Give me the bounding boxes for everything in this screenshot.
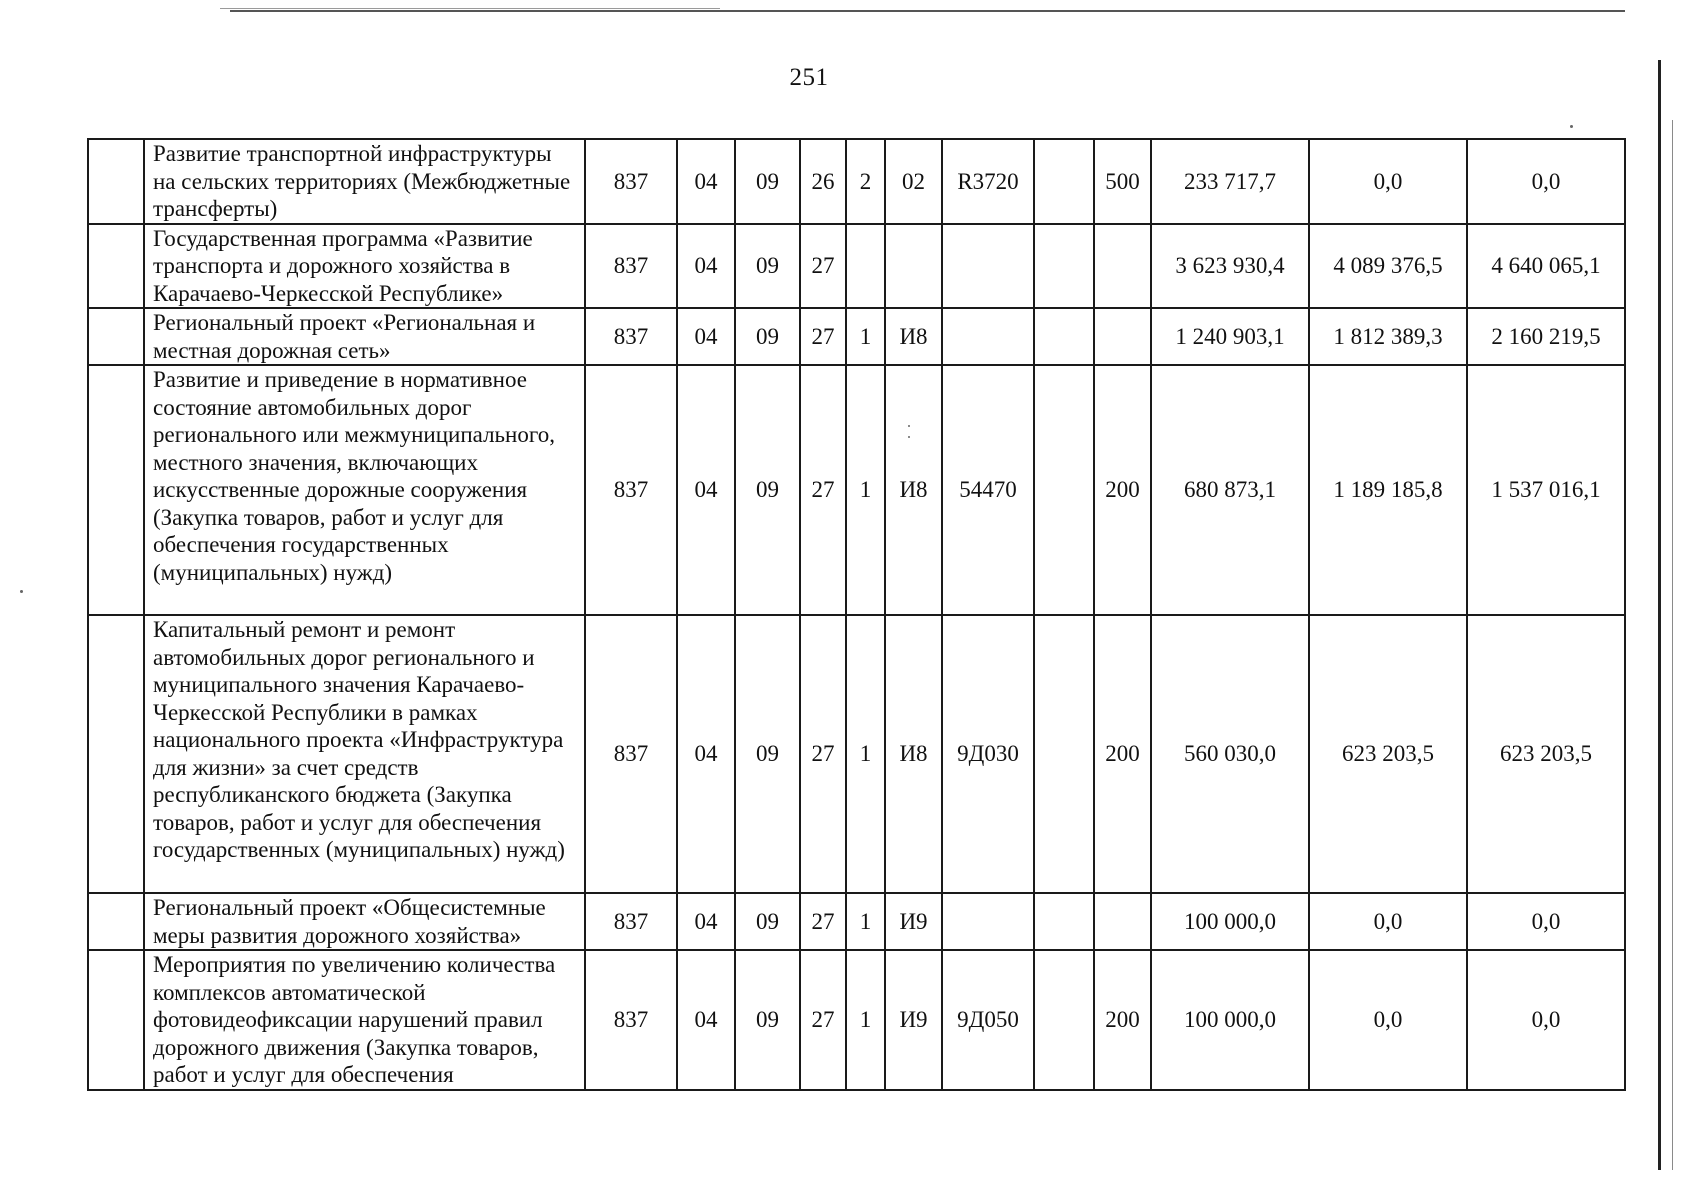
code-section: 04 xyxy=(677,893,735,950)
amount-year-2: 623 203,5 xyxy=(1309,615,1467,893)
code-direction xyxy=(942,308,1034,365)
table-row xyxy=(88,615,1625,893)
code-empty xyxy=(1034,365,1094,615)
code-expense-type: 200 xyxy=(1094,950,1151,1090)
budget-table xyxy=(87,138,1626,1091)
code-program: 27 xyxy=(800,893,846,950)
amount-year-3: 0,0 xyxy=(1467,139,1625,224)
amount-year-3: 1 537 016,1 xyxy=(1467,365,1625,615)
code-subsection: 09 xyxy=(735,615,800,893)
code-section: 04 xyxy=(677,950,735,1090)
code-empty xyxy=(1034,950,1094,1090)
code-program: 27 xyxy=(800,615,846,893)
amount-year-2: 1 812 389,3 xyxy=(1309,308,1467,365)
table-row xyxy=(88,950,1625,1090)
code-direction: R3720 xyxy=(942,139,1034,224)
code-expense-type: 500 xyxy=(1094,139,1151,224)
code-project: И9 xyxy=(885,950,942,1090)
amount-year-1: 680 873,1 xyxy=(1151,365,1309,615)
code-direction xyxy=(942,893,1034,950)
code-direction: 9Д030 xyxy=(942,615,1034,893)
amount-year-1: 100 000,0 xyxy=(1151,950,1309,1090)
item-name: Развитие и приведение в нормативное состояние автомобильных дорог регионального или межмуниципального, местного значения, включающих искусственные дорожные сооружения (Закупка товаров, работ и услуг для обеспечения государственных (муниципальных) нужд) xyxy=(144,365,585,615)
scan-artifact-edge xyxy=(1658,60,1661,1170)
code-ministry: 837 xyxy=(585,224,677,309)
code-subprogram: 1 xyxy=(846,950,885,1090)
code-program: 27 xyxy=(800,365,846,615)
amount-year-3: 623 203,5 xyxy=(1467,615,1625,893)
code-empty xyxy=(1034,893,1094,950)
code-empty xyxy=(1034,224,1094,309)
code-ministry: 837 xyxy=(585,950,677,1090)
row-number-cell xyxy=(88,224,144,309)
page-number: 251 xyxy=(789,64,829,91)
row-number-cell xyxy=(88,365,144,615)
amount-year-2: 0,0 xyxy=(1309,139,1467,224)
code-empty xyxy=(1034,615,1094,893)
code-section: 04 xyxy=(677,224,735,309)
amount-year-1: 100 000,0 xyxy=(1151,893,1309,950)
table-row xyxy=(88,224,1625,309)
code-direction: 9Д050 xyxy=(942,950,1034,1090)
amount-year-2: 1 189 185,8 xyxy=(1309,365,1467,615)
code-project: И8 xyxy=(885,615,942,893)
code-section: 04 xyxy=(677,308,735,365)
code-subprogram xyxy=(846,224,885,309)
amount-year-2: 0,0 xyxy=(1309,893,1467,950)
table-row xyxy=(88,308,1625,365)
code-ministry: 837 xyxy=(585,308,677,365)
code-direction: 54470 xyxy=(942,365,1034,615)
amount-year-3: 0,0 xyxy=(1467,950,1625,1090)
code-program: 27 xyxy=(800,308,846,365)
amount-year-3: 4 640 065,1 xyxy=(1467,224,1625,309)
code-subsection: 09 xyxy=(735,893,800,950)
amount-year-1: 3 623 930,4 xyxy=(1151,224,1309,309)
code-section: 04 xyxy=(677,365,735,615)
code-expense-type xyxy=(1094,308,1151,365)
code-subprogram: 1 xyxy=(846,365,885,615)
scan-artifact-line xyxy=(230,10,1625,12)
code-ministry: 837 xyxy=(585,893,677,950)
row-number-cell xyxy=(88,615,144,893)
amount-year-3: 2 160 219,5 xyxy=(1467,308,1625,365)
code-subprogram: 1 xyxy=(846,308,885,365)
item-name: Капитальный ремонт и ремонт автомобильных дорог регионального и муниципального значения Карачаево-Черкесской Республики в рамках национального проекта «Инфраструктура для жизни» за счет средств республиканского бюджета (Закупка товаров, работ и услуг для обеспечения государственных (муниципальных) нужд) xyxy=(144,615,585,893)
code-project: И8 xyxy=(885,365,942,615)
row-number-cell xyxy=(88,893,144,950)
code-empty xyxy=(1034,308,1094,365)
code-subprogram: 1 xyxy=(846,615,885,893)
code-expense-type xyxy=(1094,893,1151,950)
row-number-cell xyxy=(88,308,144,365)
code-subsection: 09 xyxy=(735,950,800,1090)
code-program: 27 xyxy=(800,950,846,1090)
code-expense-type xyxy=(1094,224,1151,309)
scan-speck xyxy=(20,590,23,593)
code-section: 04 xyxy=(677,615,735,893)
code-project: 02 xyxy=(885,139,942,224)
table-row xyxy=(88,365,1625,615)
code-project: И8 xyxy=(885,308,942,365)
scan-artifact-edge xyxy=(1672,120,1673,1170)
item-name: Мероприятия по увеличению количества комплексов автоматической фотовидеофиксации нарушений правил дорожного движения (Закупка товаров, работ и услуг для обеспечения xyxy=(144,950,585,1090)
item-name: Региональный проект «Региональная и местная дорожная сеть» xyxy=(144,308,585,365)
row-number-cell xyxy=(88,950,144,1090)
amount-year-1: 1 240 903,1 xyxy=(1151,308,1309,365)
code-project: И9 xyxy=(885,893,942,950)
amount-year-1: 233 717,7 xyxy=(1151,139,1309,224)
code-ministry: 837 xyxy=(585,615,677,893)
table-row xyxy=(88,893,1625,950)
code-subprogram: 2 xyxy=(846,139,885,224)
code-project xyxy=(885,224,942,309)
amount-year-1: 560 030,0 xyxy=(1151,615,1309,893)
row-number-cell xyxy=(88,139,144,224)
code-subsection: 09 xyxy=(735,365,800,615)
code-section: 04 xyxy=(677,139,735,224)
code-expense-type: 200 xyxy=(1094,365,1151,615)
code-expense-type: 200 xyxy=(1094,615,1151,893)
code-subsection: 09 xyxy=(735,308,800,365)
amount-year-2: 0,0 xyxy=(1309,950,1467,1090)
item-name: Государственная программа «Развитие транспорта и дорожного хозяйства в Карачаево-Черкесской Республике» xyxy=(144,224,585,309)
scan-artifact-line xyxy=(220,8,720,9)
code-direction xyxy=(942,224,1034,309)
scan-speck xyxy=(1570,125,1573,128)
code-program: 26 xyxy=(800,139,846,224)
code-subsection: 09 xyxy=(735,224,800,309)
table-row xyxy=(88,139,1625,224)
code-subprogram: 1 xyxy=(846,893,885,950)
item-name: Развитие транспортной инфраструктуры на сельских территориях (Межбюджетные трансферты) xyxy=(144,139,585,224)
amount-year-3: 0,0 xyxy=(1467,893,1625,950)
code-ministry: 837 xyxy=(585,139,677,224)
code-subsection: 09 xyxy=(735,139,800,224)
code-ministry: 837 xyxy=(585,365,677,615)
item-name: Региональный проект «Общесистемные меры развития дорожного хозяйства» xyxy=(144,893,585,950)
amount-year-2: 4 089 376,5 xyxy=(1309,224,1467,309)
code-empty xyxy=(1034,139,1094,224)
code-program: 27 xyxy=(800,224,846,309)
